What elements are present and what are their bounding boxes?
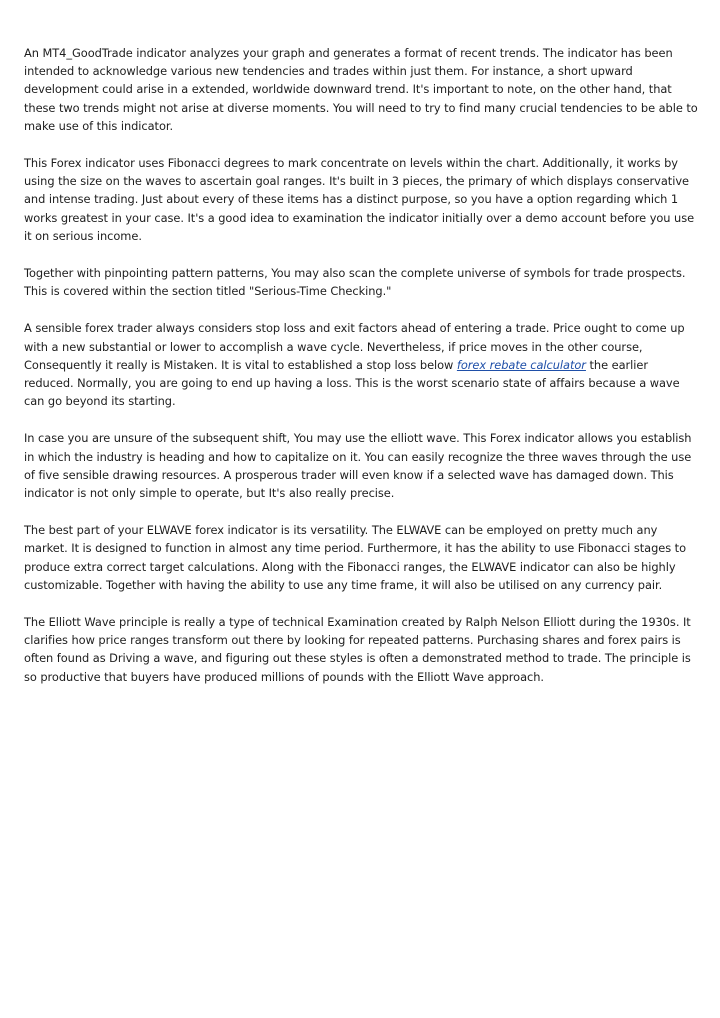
paragraph-stop-loss bbox=[24, 319, 698, 410]
article-body bbox=[24, 44, 698, 705]
paragraph-mt4-indicator bbox=[24, 44, 698, 135]
paragraph-elwave-versatility bbox=[24, 521, 698, 594]
paragraph-text: Together with pinpointing pattern patterns, You may also scan the complete universe of symbols for trade prospects. This is covered within the section titled "Serious-Time Checking." bbox=[24, 266, 686, 299]
paragraph-text-before-link: A sensible forex trader always considers stop loss and exit factors ahead of entering a trade. Price ought to come up with a new substantial or lower to accomplish a wave cycle. Nevertheless, if price moves in the other course, Consequently it really is Mistaken. It is vital to established a stop loss below bbox=[24, 321, 685, 372]
paragraph-fibonacci-levels bbox=[24, 154, 698, 245]
paragraph-text: In case you are unsure of the subsequent shift, You may use the elliott wave. This Forex indicator allows you establish in which the industry is heading and how to capitalize on it. You can easily recognize the three waves through the use of five sensible drawing resources. A prosperous trader will even know if a selected wave has damaged down. This indicator is not only simple to operate, but It's also really precise. bbox=[24, 431, 692, 501]
paragraph-text: The best part of your ELWAVE forex indicator is its versatility. The ELWAVE can be employed on pretty much any market. It is designed to function in almost any time period. Furthermore, it has the ability to use Fibonacci stages to produce extra correct target calculations. Along with the Fibonacci ranges, the ELWAVE indicator can also be highly customizable. Together with having the ability to use any time frame, it will also be utilised on any currency pair. bbox=[24, 523, 687, 592]
paragraph-text: This Forex indicator uses Fibonacci degrees to mark concentrate on levels within the chart. Additionally, it works by using the size on the waves to ascertain goal ranges. It's built in 3 pieces, the primary of which displays conservative and intense trading. Just about every of these items has a distinct purpose, so you have a option regarding which 1 works greatest in your case. It's a good idea to examination the indicator initially over a demo account before you use it on serious income. bbox=[24, 156, 695, 243]
forex-rebate-calculator-link[interactable]: forex rebate calculator bbox=[456, 357, 586, 372]
paragraph-text-after-link: the earlier reduced. Normally, you are going to end up having a loss. This is the worst scenario state of affairs because a wave can go beyond its starting. bbox=[24, 357, 680, 409]
paragraph-symbol-scanning bbox=[24, 264, 698, 300]
paragraph-elliott-wave-usage bbox=[24, 429, 698, 502]
paragraph-elliott-wave-principle bbox=[24, 613, 698, 686]
paragraph-text: An MT4_GoodTrade indicator analyzes your graph and generates a format of recent trends. The indicator has been intended to acknowledge various new tendencies and trades within just them. For instance, a short upward development could arise in a extended, worldwide downward trend. It's important to note, on the other hand, that these two trends might not arise at diverse moments. You will need to try to find many crucial tendencies to be able to make use of this indicator. bbox=[24, 46, 698, 133]
paragraph-text: The Elliott Wave principle is really a type of technical Examination created by Ralph Nelson Elliott during the 1930s. It clarifies how price ranges transform out there by looking for repeated patterns. Purchasing shares and forex pairs is often found as Driving a wave, and figuring out these styles is often a demonstrated method to trade. The principle is so productive that buyers have produced millions of pounds with the Elliott Wave approach. bbox=[24, 615, 691, 684]
